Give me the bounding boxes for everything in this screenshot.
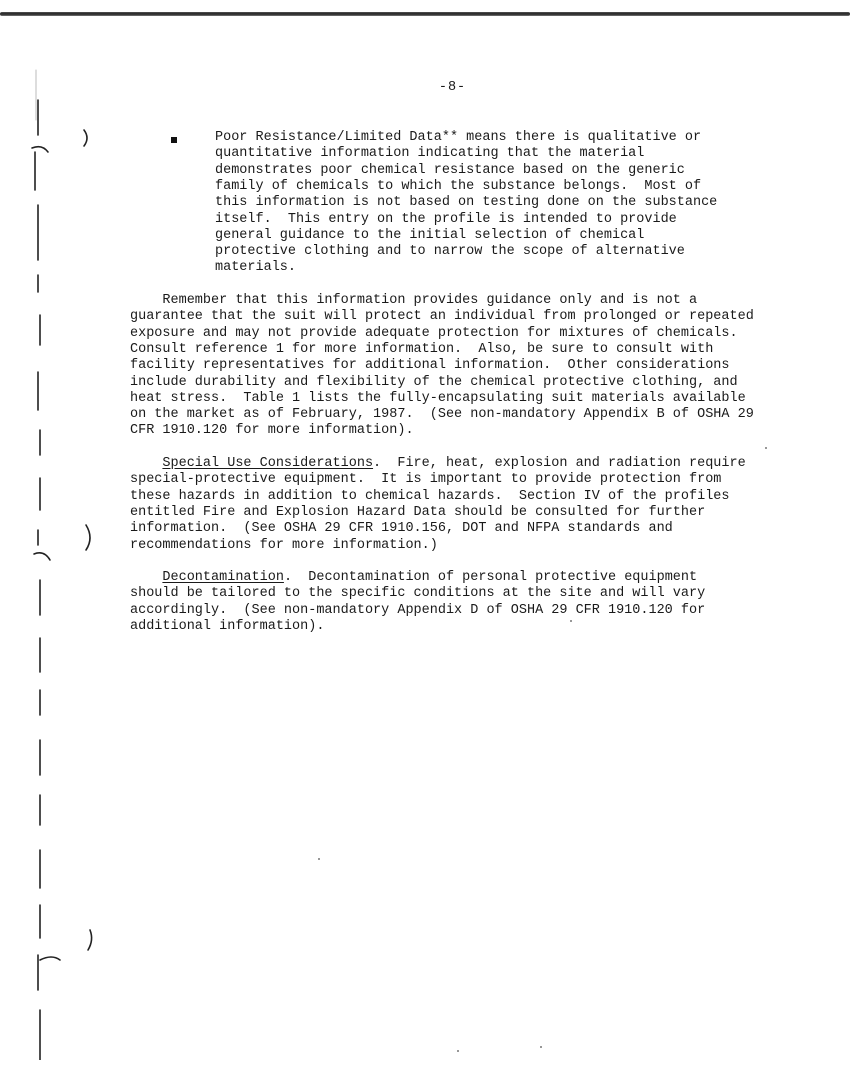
scan-top-border <box>0 12 850 16</box>
paragraph-line: these hazards in addition to chemical hazards. Section IV of the profiles <box>130 488 730 504</box>
paragraph-line: guarantee that the suit will protect an individual from prolonged or repeated <box>130 309 754 325</box>
page-number: -8- <box>438 80 467 95</box>
section-heading-special-use: Special Use Considerations <box>162 456 374 471</box>
paragraph-line: Consult reference 1 for more information. Also, be sure to consult with <box>130 341 714 357</box>
bullet-line: Poor Resistance/Limited Data** means there is qualitative or <box>215 130 702 145</box>
bullet-marker <box>171 137 177 143</box>
bullet-line: general guidance to the initial selection of chemical <box>215 227 645 243</box>
bullet-line: itself. This entry on the profile is intended to provide <box>215 211 677 227</box>
scan-speck <box>540 1046 542 1048</box>
paragraph-line: should be tailored to the specific conditions at the site and will vary <box>130 586 706 602</box>
paragraph-first-line <box>130 570 697 586</box>
bullet-line: protective clothing and to narrow the scope of alternative <box>215 244 685 260</box>
binder-hole-marks <box>30 60 110 1060</box>
paragraph-line: special-protective equipment. It is important to provide protection from <box>130 472 722 488</box>
first-line-rest: . Decontamination of personal protective equipment <box>283 570 698 585</box>
paragraph-line: CFR 1910.120 for more information). <box>130 423 414 439</box>
paragraph-line: additional information). <box>130 618 325 634</box>
scan-speck <box>318 858 320 860</box>
scan-speck <box>570 620 572 622</box>
section-heading-decontamination: Decontamination <box>162 570 284 585</box>
paragraph-line: on the market as of February, 1987. (See non-mandatory Appendix B of OSHA 29 <box>130 407 754 423</box>
paragraph-line: facility representatives for additional information. Other considerations <box>130 358 730 374</box>
paragraph-line: heat stress. Table 1 lists the fully-encapsulating suit materials available <box>130 390 746 406</box>
scan-speck <box>457 1050 459 1052</box>
bullet-line: materials. <box>215 260 297 276</box>
paragraph-line: include durability and flexibility of the chemical protective clothing, and <box>130 374 738 390</box>
paragraph-line: Remember that this information provides guidance only and is not a <box>130 293 698 308</box>
scan-speck <box>765 447 767 449</box>
bullet-line: this information is not based on testing done on the substance <box>215 195 718 211</box>
paragraph-line: accordingly. (See non-mandatory Appendix D of OSHA 29 CFR 1910.120 for <box>130 602 706 618</box>
paragraph-line: recommendations for more information.) <box>130 537 438 553</box>
paragraph-line: exposure and may not provide adequate protection for mixtures of chemicals. <box>130 325 738 341</box>
paragraph-line: entitled Fire and Explosion Hazard Data should be consulted for further <box>130 504 706 520</box>
bullet-line: family of chemicals to which the substance belongs. Most of <box>215 178 702 194</box>
paragraph-line: information. (See OSHA 29 CFR 1910.156, DOT and NFPA standards and <box>130 521 673 537</box>
bullet-line: demonstrates poor chemical resistance based on the generic <box>215 162 685 178</box>
first-line-rest: . Fire, heat, explosion and radiation require <box>373 456 746 471</box>
paragraph-first-line <box>130 456 746 472</box>
bullet-line: quantitative information indicating that the material <box>215 146 645 162</box>
